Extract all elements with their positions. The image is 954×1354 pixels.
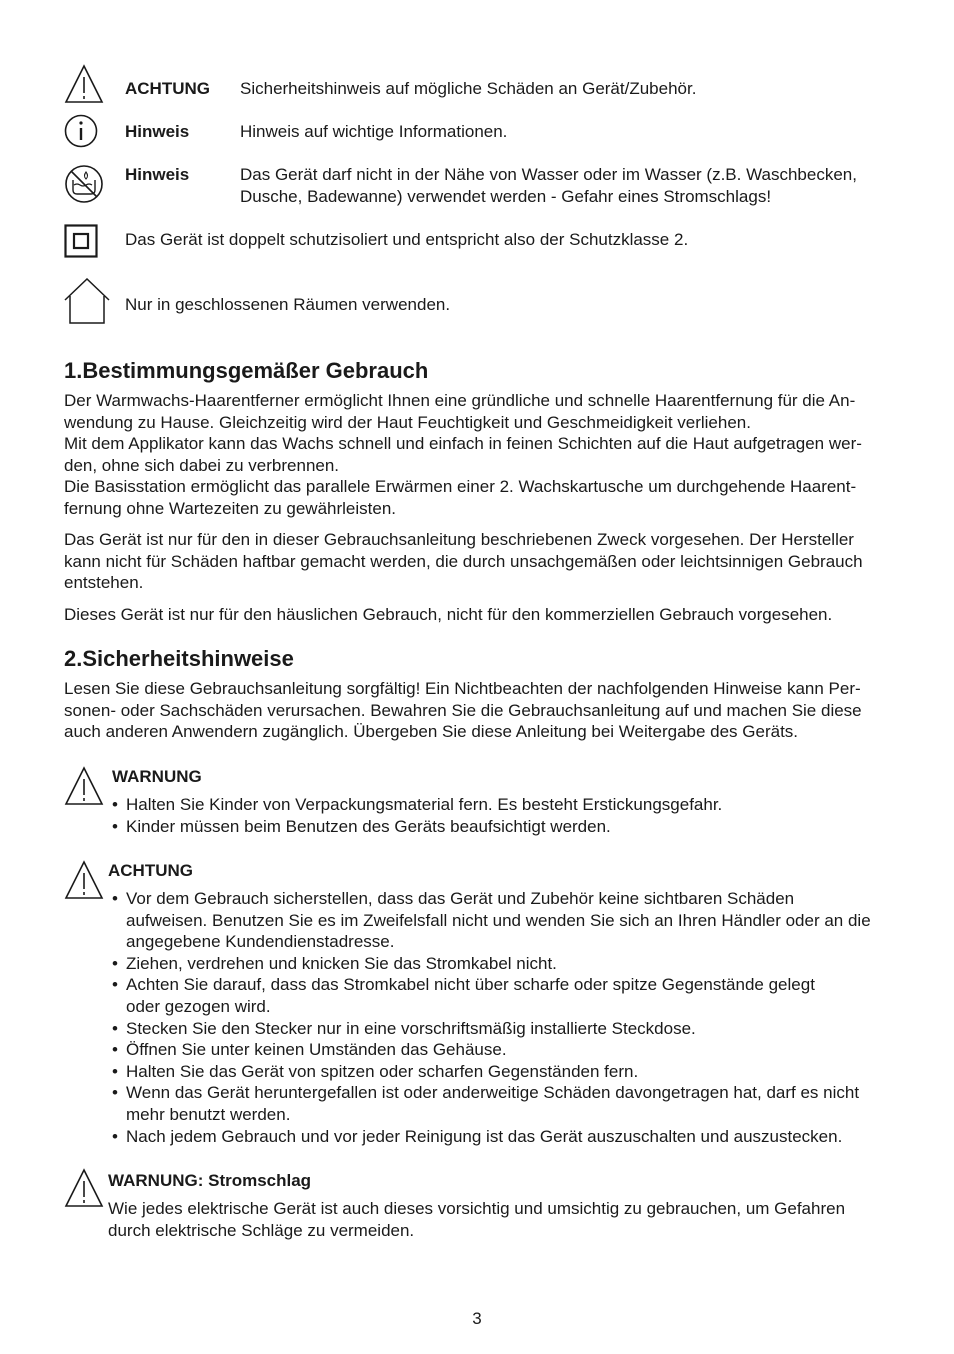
double-insulation-icon	[64, 224, 98, 258]
warning-triangle-icon	[64, 64, 104, 104]
text-line: • Vor dem Gebrauch sicherstellen, dass das Gerät und Zubehör keine sichtbaren Schäden	[126, 889, 795, 908]
list-item	[112, 1039, 902, 1061]
text-line: den, ohne sich dabei zu verbrennen.	[64, 455, 340, 475]
section1-paragraph-2	[64, 529, 892, 594]
stromschlag-text	[108, 1198, 898, 1241]
achtung-list	[112, 888, 902, 1147]
list-item	[112, 1082, 902, 1125]
legend-water-line: Dusche, Badewanne) verwendet werden - Gefahr eines Stromschlags!	[240, 186, 772, 206]
stromschlag-title: WARNUNG: Stromschlag	[108, 1171, 312, 1190]
text-line: Mit dem Applikator kann das Wachs schnell und einfach in feinen Schichten auf die Haut aufgetragen wer-	[64, 434, 862, 454]
text-line: Der Warmwachs-Haarentferner ermöglicht Ihnen eine gründliche und schnelle Haarentfernung für die An-	[64, 391, 856, 410]
text-line: fernung ohne Wartezeiten zu gewährleisten.	[64, 498, 397, 518]
section1-paragraph-3	[64, 604, 892, 626]
warning-triangle-icon	[64, 766, 104, 806]
warning-triangle-icon	[64, 860, 104, 900]
achtung-title: ACHTUNG	[108, 861, 193, 880]
text-line: oder gezogen wird.	[126, 996, 271, 1016]
text-line: angegebene Kundendienstadresse.	[126, 932, 395, 952]
text-line: aufweisen. Benutzen Sie es im Zweifelsfall nicht und wenden Sie sich an Ihren Händler oder an die	[126, 910, 871, 930]
text-line: • Nach jedem Gebrauch und vor jeder Reinigung ist das Gerät auszuschalten und auszustecken.	[126, 1126, 843, 1146]
legend-text-schutzklasse: Das Gerät ist doppelt schutzisoliert und entspricht also der Schutzklasse 2.	[125, 230, 689, 249]
text-line: entstehen.	[64, 573, 144, 593]
legend-water-line: Das Gerät darf nicht in der Nähe von Wasser oder im Wasser (z.B. Waschbecken,	[240, 165, 857, 184]
page-number: 3	[472, 1309, 482, 1328]
text-line: • Wenn das Gerät heruntergefallen ist oder anderweitige Schäden davongetragen hat, darf es nicht	[126, 1083, 860, 1103]
legend-label-achtung: ACHTUNG	[125, 79, 210, 98]
warning-triangle-icon	[64, 1168, 104, 1208]
list-item	[112, 1061, 902, 1083]
text-line: sonen- oder Sachschäden verursachen. Bewahren Sie die Gebrauchsanleitung auf und machen Sie diese	[64, 700, 862, 720]
text-line: • Öffnen Sie unter keinen Umständen das Gehäuse.	[126, 1040, 507, 1060]
list-item: • Halten Sie Kinder von Verpackungsmaterial fern. Es besteht Erstickungsgefahr.	[112, 794, 892, 816]
list-item	[112, 1018, 902, 1040]
legend-text-hinweis-water	[240, 164, 890, 207]
text-line: Wie jedes elektrische Gerät ist auch dieses vorsichtig und umsichtig zu gebrauchen, um Gefahren	[108, 1199, 846, 1218]
no-water-icon	[64, 164, 104, 204]
text-line: Lesen Sie diese Gebrauchsanleitung sorgfältig! Ein Nichtbeachten der nachfolgenden Hinweise kann Per-	[64, 679, 861, 698]
text-line: • Ziehen, verdrehen und knicken Sie das Stromkabel nicht.	[126, 953, 557, 973]
text-line: • Achten Sie darauf, dass das Stromkabel nicht über scharfe oder spitze Gegenstände gelegt	[126, 975, 815, 995]
text-line: mehr benutzt werden.	[126, 1104, 291, 1124]
text-line: kann nicht für Schäden haftbar gemacht werden, die durch unsachgemäßen oder leichtsinnigen Gebrauch	[64, 551, 863, 571]
list-item: • Kinder müssen beim Benutzen des Geräts beaufsichtigt werden.	[112, 816, 892, 838]
text-line: Die Basisstation ermöglicht das parallele Erwärmen einer 2. Wachskartusche um durchgehende Haarent-	[64, 477, 857, 497]
text-line: Das Gerät ist nur für den in dieser Gebrauchsanleitung beschriebenen Zweck vorgesehen. Der Hersteller	[64, 530, 854, 549]
section-title-sicherheitshinweise: 2.Sicherheitshinweise	[64, 646, 294, 671]
list-item	[112, 1126, 902, 1148]
section2-intro	[64, 678, 892, 743]
text-line: durch elektrische Schläge zu vermeiden.	[108, 1220, 415, 1240]
list-item	[112, 888, 902, 953]
text-line: wendung zu Hause. Gleichzeitig wird der Haut Feuchtigkeit und Geschmeidigkeit verliehen.	[64, 412, 751, 432]
legend-label-hinweis-water: Hinweis	[125, 165, 190, 184]
legend-text-indoor: Nur in geschlossenen Räumen verwenden.	[125, 295, 451, 314]
list-item	[112, 953, 902, 975]
text-line: auch anderen Anwendern zugänglich. Übergeben Sie diese Anleitung bei Weitergabe des Geräts.	[64, 722, 799, 742]
section-title-bestimmungsgemaesser-gebrauch: 1.Bestimmungsgemäßer Gebrauch	[64, 358, 429, 383]
legend-text-achtung: Sicherheitshinweis auf mögliche Schäden an Gerät/Zubehör.	[240, 79, 697, 98]
legend-text-hinweis-info: Hinweis auf wichtige Informationen.	[240, 122, 508, 141]
warnung-title: WARNUNG	[112, 767, 202, 786]
warnung-list	[112, 794, 892, 837]
list-item	[112, 974, 902, 1017]
info-circle-icon	[64, 114, 98, 148]
legend-label-hinweis-info: Hinweis	[125, 122, 190, 141]
text-line: • Stecken Sie den Stecker nur in eine vorschriftsmäßig installierte Steckdose.	[126, 1018, 696, 1038]
section1-paragraph-1	[64, 390, 892, 520]
indoor-house-icon	[64, 278, 110, 324]
text-line: • Halten Sie das Gerät von spitzen oder scharfen Gegenständen fern.	[126, 1061, 639, 1081]
text-line: Dieses Gerät ist nur für den häuslichen Gebrauch, nicht für den kommerziellen Gebrauch vorgesehen.	[64, 605, 833, 624]
